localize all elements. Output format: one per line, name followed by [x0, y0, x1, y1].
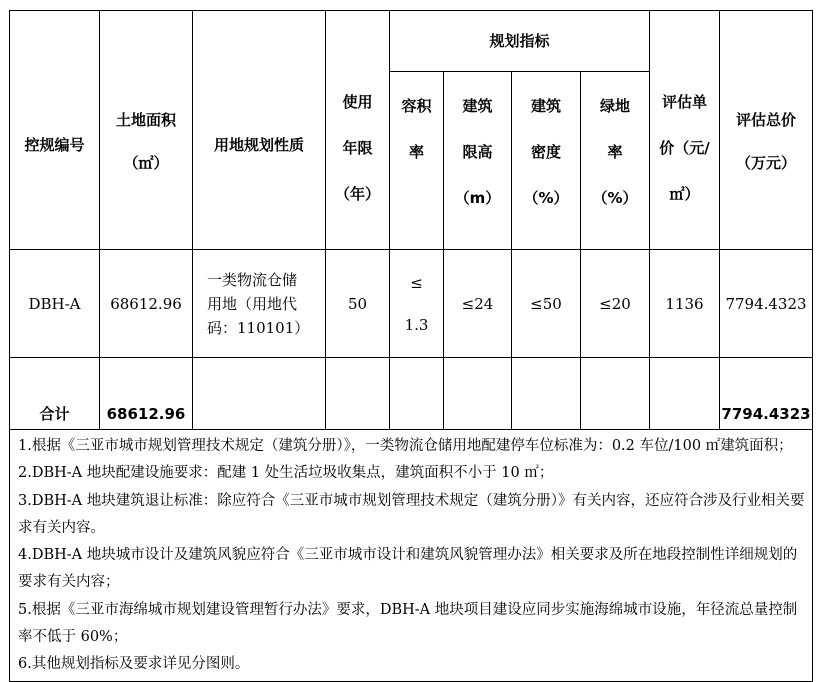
note-item: 5.根据《三亚市海绵城市规划建设管理暂行办法》要求，DBH-A 地块项目建设应同步实施海绵城市设施，年径流总量控制率不低于 60%；	[18, 601, 798, 646]
header-land-use: 用地规划性质	[193, 11, 326, 250]
cell-id: DBH-A	[10, 250, 100, 358]
header-id: 控规编号	[10, 11, 100, 250]
cell-area: 68612.96	[100, 250, 193, 358]
summary-row	[10, 358, 813, 430]
cell-land-use: 一类物流仓储 用地（用地代 码：110101）	[193, 250, 326, 358]
header-height-limit: 建筑 限高 （m）	[444, 72, 512, 250]
land-planning-table	[9, 10, 813, 682]
header-area: 土地面积 （㎡）	[100, 11, 193, 250]
notes-cell	[10, 430, 813, 682]
cell-years: 50	[326, 250, 390, 358]
note-item: 1.根据《三亚市城市规划管理技术规定（建筑分册）》，一类物流仓储用地配建停车位标准为：0.2 车位/100 ㎡建筑面积；	[18, 438, 793, 454]
header-total-price: 评估总价 （万元）	[720, 11, 813, 250]
cell-density: ≤50	[512, 250, 581, 358]
notes-row	[10, 430, 813, 682]
note-item: 6.其他规划指标及要求详见分图则。	[18, 656, 250, 673]
header-years: 使用 年限 （年）	[326, 11, 390, 250]
cell-height-limit: ≤24	[444, 250, 512, 358]
note-item: 4.DBH-A 地块城市设计及建筑风貌应符合《三亚市城市设计和建筑风貌管理办法》相关要求及所在地段控制性详细规划的要求有关内容；	[18, 547, 798, 591]
cell-total: 7794.4323	[720, 250, 813, 358]
summary-area: 68612.96	[100, 358, 193, 430]
note-item: 3.DBH-A 地块建筑退让标准：除应符合《三亚市城市规划管理技术规定（建筑分册）》有关内容，还应符合涉及行业相关要求有关内容。	[18, 492, 805, 536]
header-unit-price: 评估单 价（元/ ㎡）	[650, 11, 720, 250]
note-item: 2.DBH-A 地块配建设施要求：配建 1 处生活垃圾收集点，建筑面积不小于 10 ㎡；	[18, 465, 554, 482]
header-planning-indicators: 规划指标	[390, 11, 650, 72]
table-row	[10, 250, 813, 358]
cell-far: ≤ 1.3	[390, 250, 444, 358]
summary-label: 合计	[10, 358, 100, 430]
cell-unit-price: 1136	[650, 250, 720, 358]
header-green-ratio: 绿地 率 （%）	[581, 72, 650, 250]
header-far: 容积 率	[390, 72, 444, 250]
summary-total: 7794.4323	[720, 358, 813, 430]
header-density: 建筑 密度 （%）	[512, 72, 581, 250]
cell-green-ratio: ≤20	[581, 250, 650, 358]
